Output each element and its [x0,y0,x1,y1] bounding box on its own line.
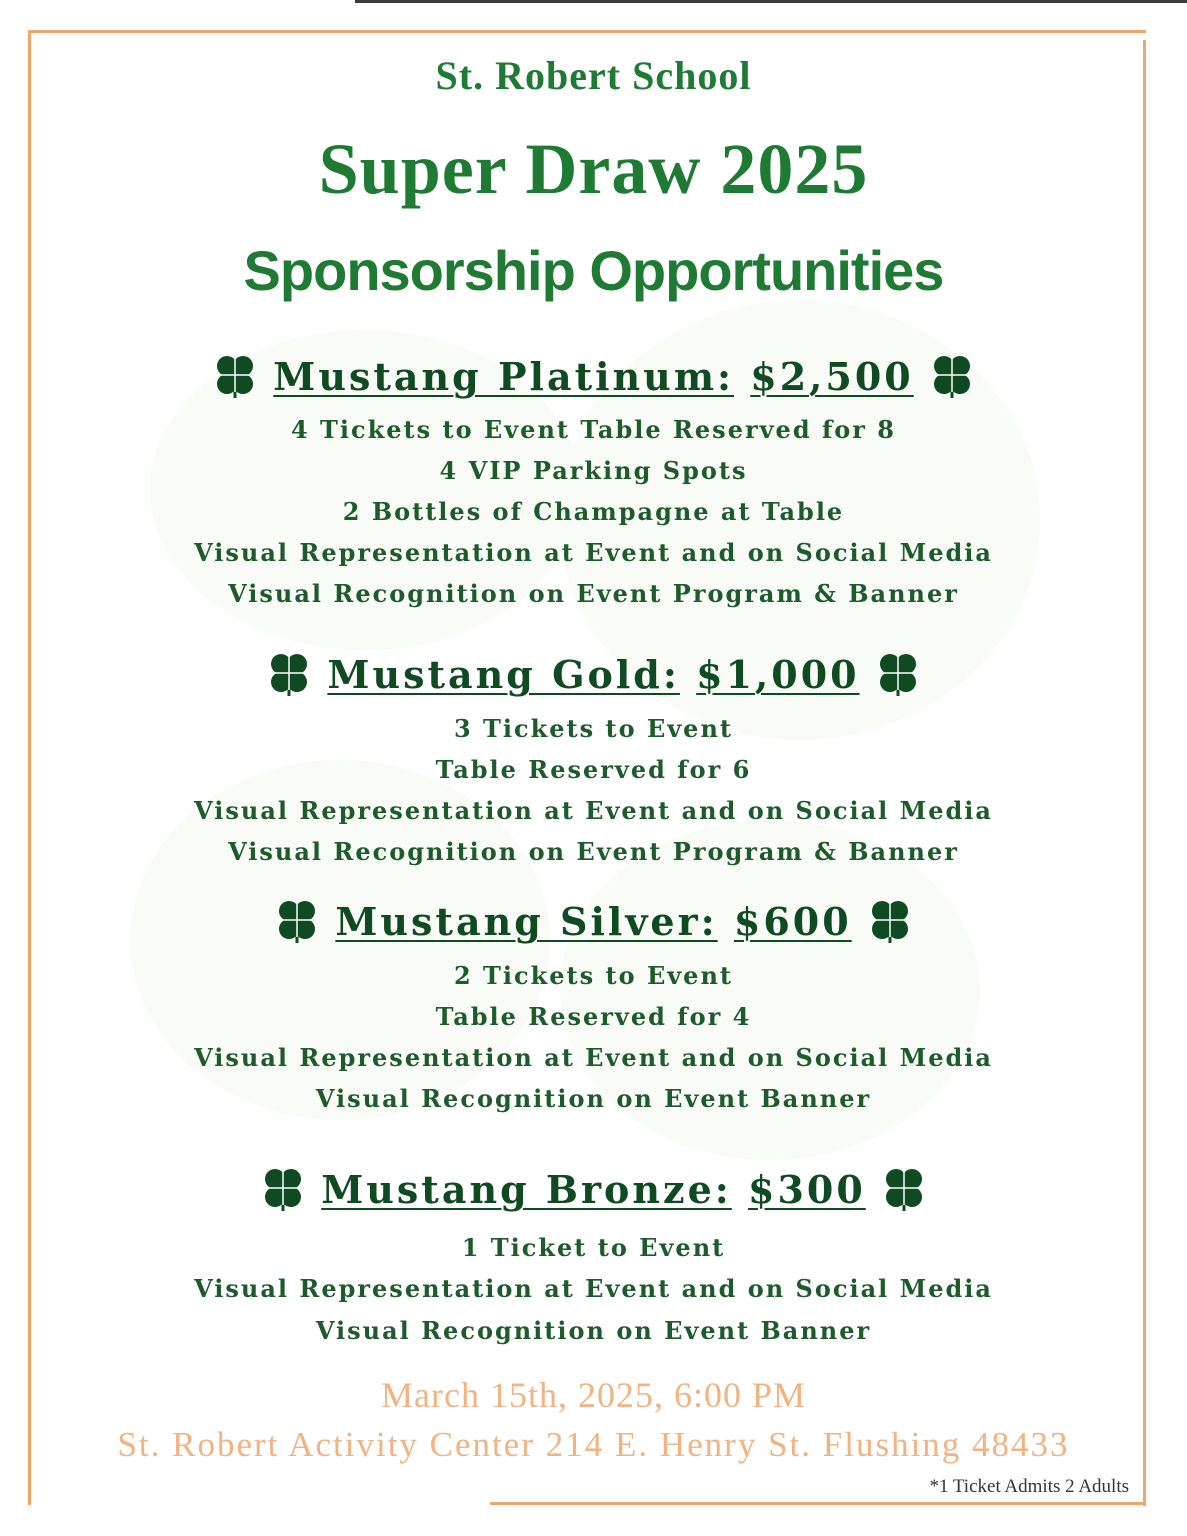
tier-benefit: 2 Tickets to Event [454,961,733,990]
tier-benefit: 4 VIP Parking Spots [439,456,748,485]
tier-price: $1,000 [696,652,860,697]
tier-benefit: Visual Recognition on Event Banner [315,1084,872,1113]
tier-name: Mustang Gold: [327,652,680,697]
tier-heading [0,650,1187,707]
tier-heading [0,897,1187,954]
tier-benefit: 3 Tickets to Event [454,714,733,743]
tier-name: Mustang Silver: [335,899,718,944]
tier-benefit: 4 Tickets to Event Table Reserved for 8 [290,415,896,444]
tier-price: $2,500 [750,354,914,399]
tier-benefit: Table Reserved for 4 [435,1002,752,1031]
tier-heading [0,352,1187,409]
event-date: March 15th, 2025, 6:00 PM [381,1375,806,1415]
four-leaf-clover-icon [928,352,976,409]
tier-name: Mustang Bronze: [321,1167,732,1212]
tier-benefit: Visual Recognition on Event Program & Banner [228,579,959,608]
four-leaf-clover-icon [273,897,321,954]
tier-benefit: Visual Representation at Event and on Social Media [194,1274,993,1303]
tier-benefit: Table Reserved for 6 [435,755,752,784]
page-title: Super Draw 2025 [318,129,869,209]
school-name: St. Robert School [435,53,752,98]
ticket-footnote: *1 Ticket Admits 2 Adults [929,1476,1129,1497]
four-leaf-clover-icon [265,650,313,707]
tier-benefit: 2 Bottles of Champagne at Table [342,497,845,526]
tier-heading [0,1165,1187,1222]
tier-price: $300 [748,1167,866,1212]
four-leaf-clover-icon [866,897,914,954]
four-leaf-clover-icon [874,650,922,707]
tier-benefit: Visual Recognition on Event Banner [315,1316,872,1345]
event-venue: St. Robert Activity Center 214 E. Henry St. Flushing 48433 [117,1425,1070,1464]
tier-name: Mustang Platinum: [273,354,735,399]
tier-benefit: Visual Representation at Event and on Social Media [194,1043,993,1072]
page-subtitle: Sponsorship Opportunities [243,239,944,302]
scan-top-edge [355,0,1187,3]
page-border-bottom [490,1502,1146,1505]
four-leaf-clover-icon [259,1165,307,1222]
tier-benefit: Visual Representation at Event and on Social Media [194,538,993,567]
four-leaf-clover-icon [211,352,259,409]
tier-benefit: Visual Representation at Event and on Social Media [194,796,993,825]
four-leaf-clover-icon [880,1165,928,1222]
tier-benefit: 1 Ticket to Event [461,1233,726,1262]
tier-price: $600 [733,899,852,944]
tier-benefit: Visual Recognition on Event Program & Banner [228,837,959,866]
